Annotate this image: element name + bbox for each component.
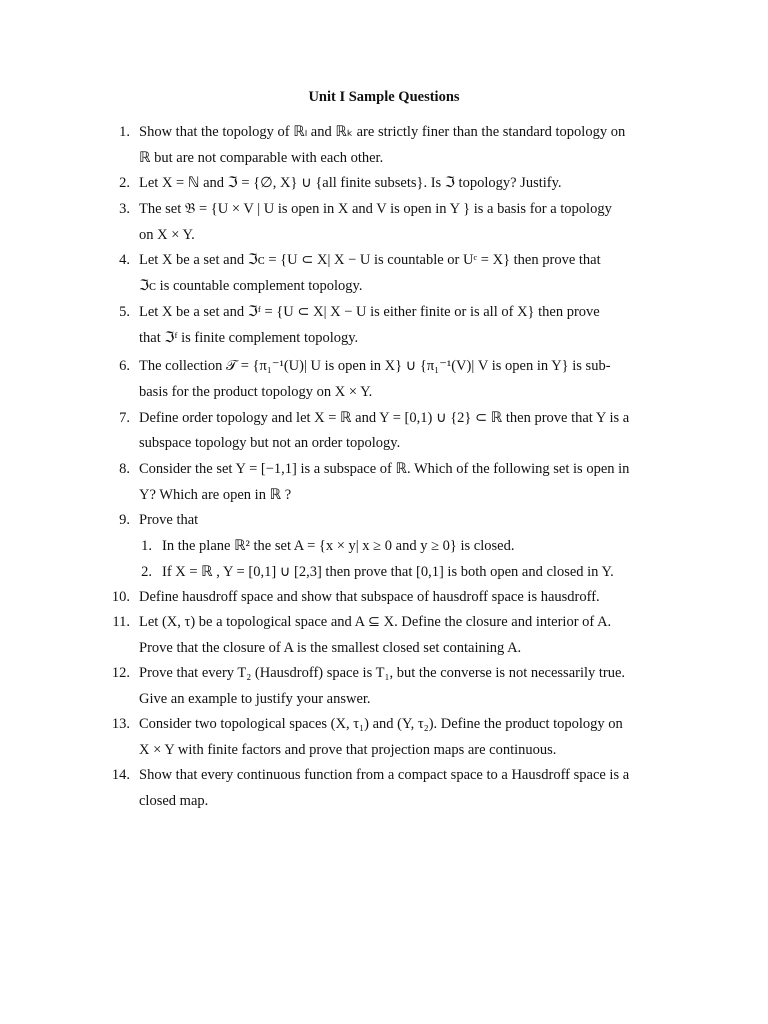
question-text: Give an example to justify your answer.	[139, 691, 371, 707]
question-number: 12.	[111, 665, 130, 681]
question-text: The collection 𝒯 = {π₁⁻¹(U)| U is open in X} ∪ {π₁⁻¹(V)| V is open in Y} is sub-	[139, 358, 611, 374]
question-text: Consider two topological spaces (X, τ₁) and (Y, τ₂). Define the product topology on	[139, 716, 623, 732]
question-text: Prove that the closure of A is the smallest closed set containing A.	[139, 640, 522, 656]
question-number: 5.	[119, 304, 130, 320]
question-text: Define order topology and let X = ℝ and Y = [0,1) ∪ {2} ⊂ ℝ then prove that Y is a	[139, 410, 630, 426]
question-number: 11.	[112, 614, 130, 630]
subquestion-text: In the plane ℝ² the set A = {x × y| x ≥ 0 and y ≥ 0} is closed.	[162, 538, 515, 554]
question-text: Y? Which are open in ℝ ?	[139, 487, 292, 503]
subquestion-number: 1.	[141, 538, 152, 554]
question-text: Let X be a set and ℑᶠ = {U ⊂ X| X − U is either finite or is all of X} then prove	[139, 304, 600, 320]
question-text: Show that the topology of ℝₗ and ℝₖ are strictly finer than the standard topology on	[139, 124, 626, 140]
question-text: Prove that every T₂ (Hausdroff) space is T₁, but the converse is not necessarily true.	[139, 665, 626, 681]
question-text: ℑᴄ is countable complement topology.	[139, 278, 363, 294]
question-text: that ℑᶠ is finite complement topology.	[139, 330, 359, 346]
question-number: 14.	[111, 767, 130, 783]
question-text: The set 𝔅 = {U × V | U is open in X and V is open in Y } is a basis for a topology	[139, 201, 612, 217]
question-number: 13.	[111, 716, 130, 732]
question-text: basis for the product topology on X × Y.	[139, 384, 373, 400]
question-text: closed map.	[139, 793, 209, 809]
question-text: ℝ but are not comparable with each other.	[139, 150, 384, 166]
question-number: 1.	[119, 124, 130, 140]
question-number: 8.	[119, 461, 130, 477]
page-title: Unit I Sample Questions	[308, 89, 460, 105]
question-number: 9.	[119, 512, 130, 528]
question-text: on X × Y.	[139, 227, 195, 243]
question-text: Prove that	[139, 512, 199, 528]
question-number: 7.	[119, 410, 130, 426]
question-text: Let X = ℕ and ℑ = {∅, X} ∪ {all finite subsets}. Is ℑ topology? Justify.	[139, 175, 562, 191]
question-text: Define hausdroff space and show that subspace of hausdroff space is hausdroff.	[139, 589, 600, 605]
question-number: 4.	[119, 252, 130, 268]
question-text: subspace topology but not an order topology.	[139, 435, 401, 451]
question-text: X × Y with finite factors and prove that projection maps are continuous.	[139, 742, 557, 758]
question-text: Let (X, τ) be a topological space and A ⊆ X. Define the closure and interior of A.	[139, 614, 612, 630]
subquestion-text: If X = ℝ , Y = [0,1] ∪ [2,3] then prove that [0,1] is both open and closed in Y.	[162, 564, 614, 580]
question-number: 6.	[119, 358, 130, 374]
question-text: Let X be a set and ℑᴄ = {U ⊂ X| X − U is countable or Uᶜ = X} then prove that	[139, 252, 601, 268]
question-number: 10.	[111, 589, 130, 605]
question-number: 3.	[119, 201, 130, 217]
question-text: Consider the set Y = [−1,1] is a subspace of ℝ. Which of the following set is open in	[139, 461, 630, 477]
question-text: Show that every continuous function from a compact space to a Hausdroff space is a	[139, 767, 630, 783]
subquestion-number: 2.	[141, 564, 152, 580]
question-number: 2.	[119, 175, 130, 191]
